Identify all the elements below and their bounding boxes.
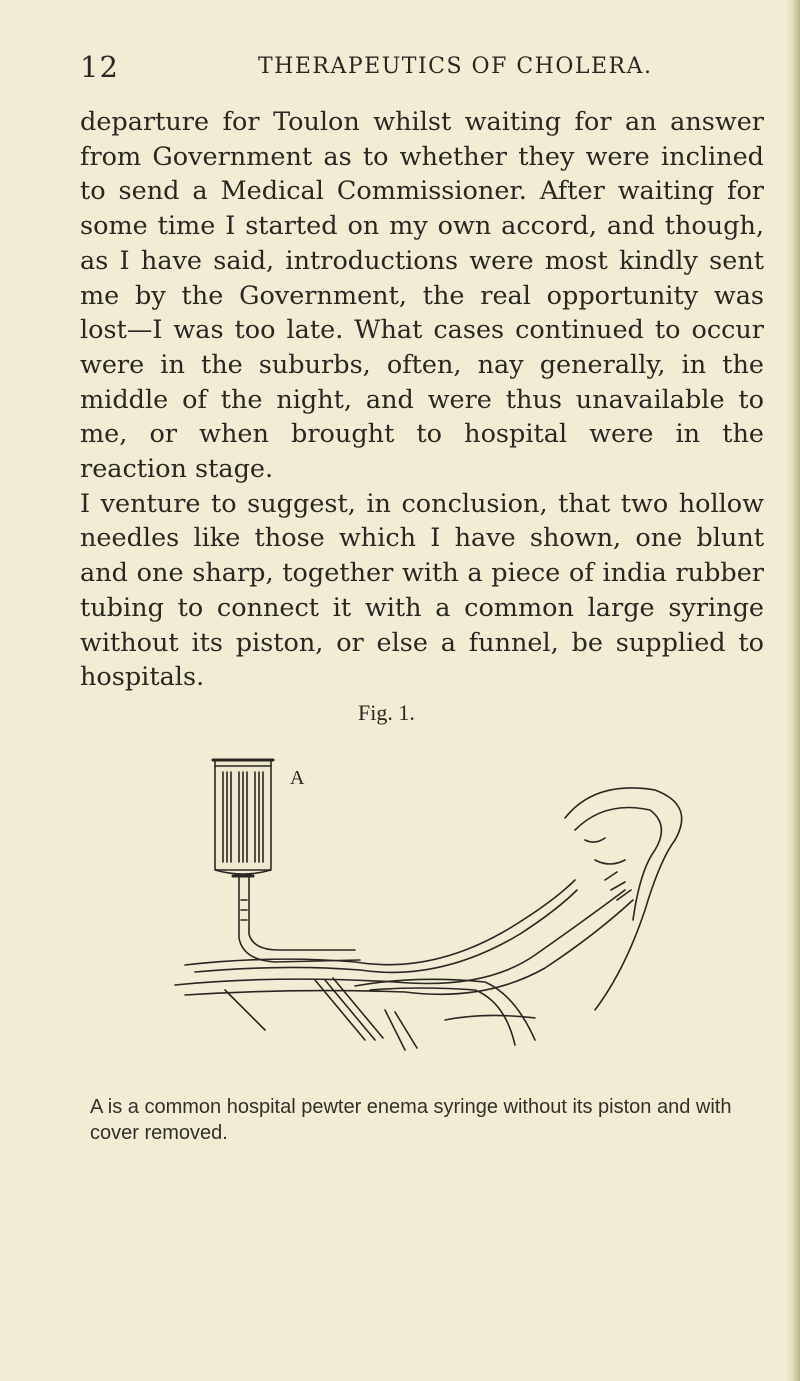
page-number: 12 (80, 50, 119, 84)
figure-caption: A is a common hospital pewter enema syringe without its piston and with cover removed. (90, 1096, 732, 1144)
page-edge (786, 0, 800, 1381)
rubber-tubing (175, 880, 633, 995)
page-header (80, 50, 760, 86)
funnel-shape (565, 788, 682, 1010)
syringe-cylinder (213, 760, 273, 876)
paragraph: I venture to suggest, in conclusion, that two hollow needles like those which I have shown, one blunt and one sharp, together with a piece of india rubber tubing to connect it with a common large syringe without its piston, or else a funnel, be supplied to hospitals. (80, 488, 764, 693)
paragraph: departure for Toulon whilst waiting for an answer from Government as to whether they were inclined to send a Medical Commissioner. After waiting for some time I started on my own accord, and though, as I have said, introductions were most kindly sent me by the Government, the real opportunity was lost—I was too late. What cases continued to occur were in the suburbs, often, nay generally, in the middle of the night, and were thus unavailable to me, or when brought to hospital were in the reaction stage. (80, 107, 764, 485)
syringe-nozzle (239, 878, 360, 962)
syringe-illustration (155, 750, 715, 1080)
running-title: THERAPEUTICS OF CHOLERA. (258, 54, 653, 79)
body-text (80, 105, 764, 695)
figure-label: Fig. 1. (358, 700, 415, 725)
figure-part-label: A (290, 767, 305, 789)
